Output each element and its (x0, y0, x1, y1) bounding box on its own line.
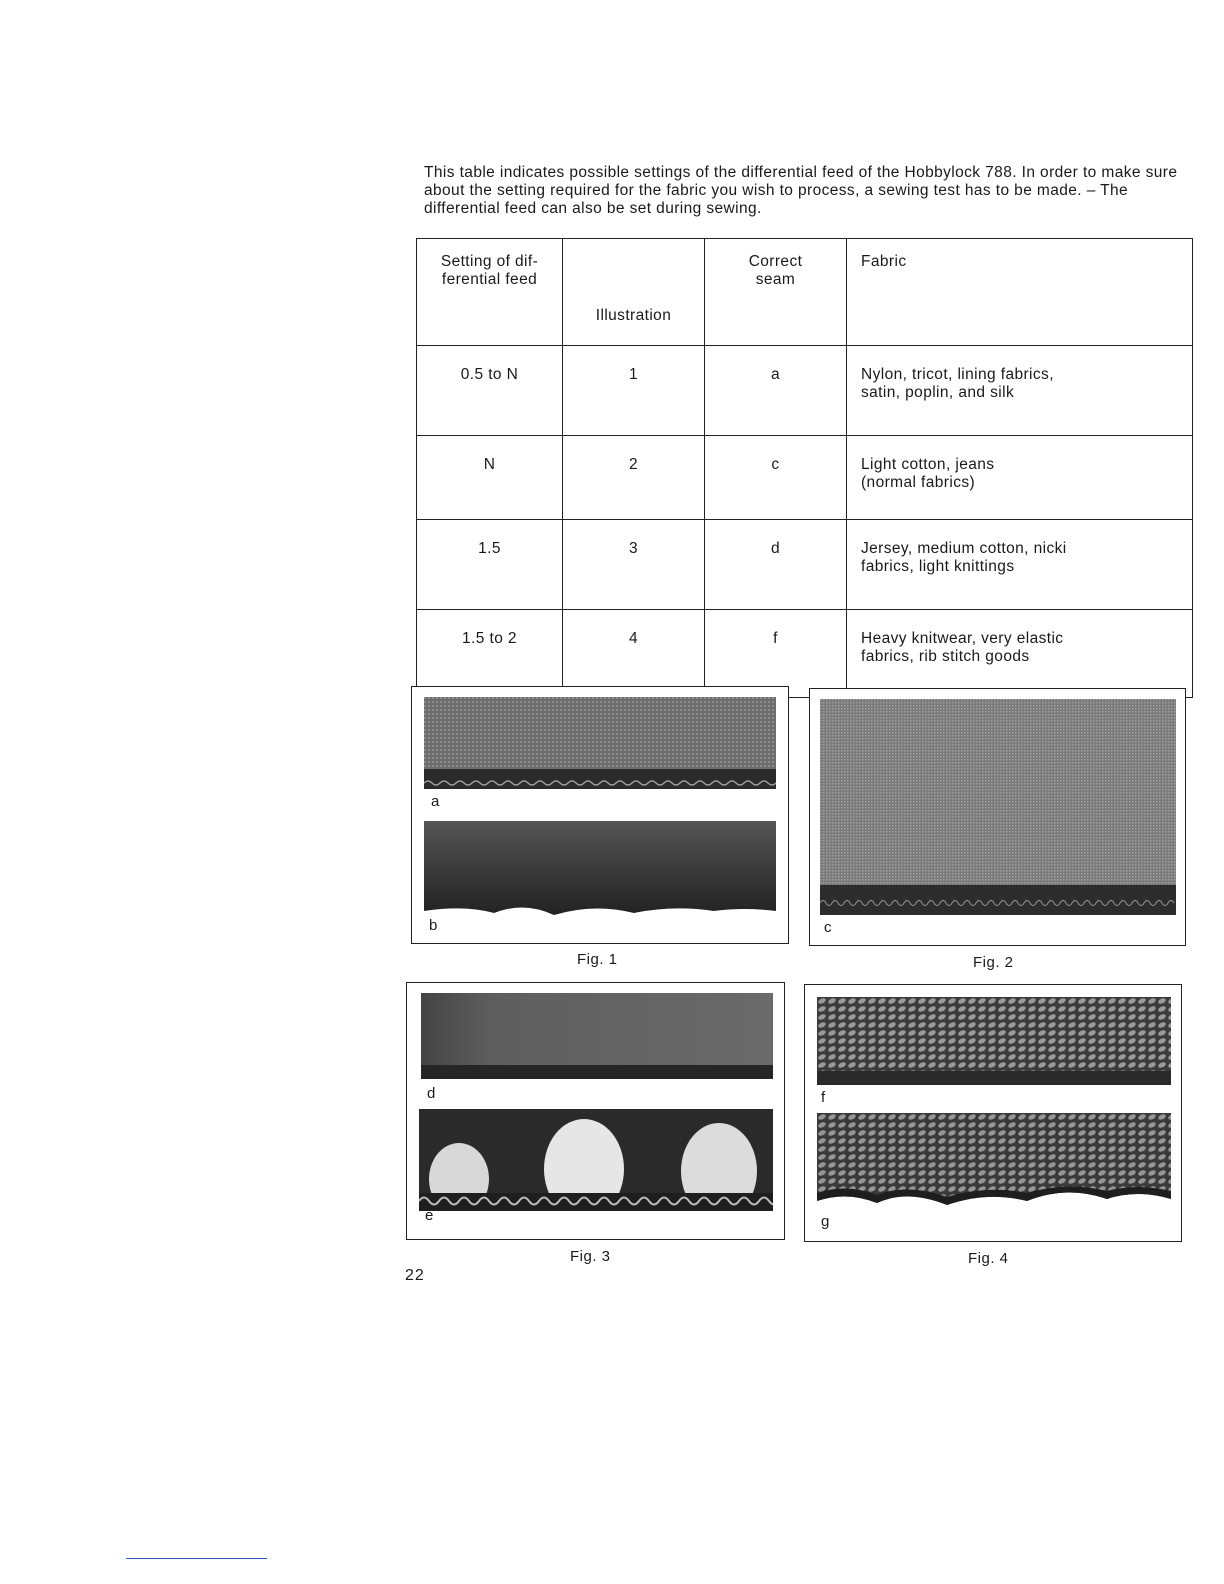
seam-sample-g-image (817, 1113, 1171, 1209)
figure-3-label-d: d (427, 1085, 436, 1102)
table-row (417, 436, 1193, 520)
figure-2-label-c: c (824, 919, 832, 936)
cell-setting: N (417, 436, 563, 520)
seam-sample-a-image (424, 697, 776, 789)
header-correct-seam: Correct seam (705, 239, 847, 346)
table-row (417, 610, 1193, 698)
figure-4-label-g: g (821, 1213, 830, 1230)
cell-fabric: Heavy knitwear, very elastic fabrics, rib stitch goods (847, 610, 1193, 698)
figure-4-frame (804, 984, 1182, 1242)
figure-1-caption: Fig. 1 (577, 951, 618, 968)
figure-4-caption: Fig. 4 (968, 1250, 1009, 1267)
seam-sample-d-image (421, 993, 773, 1079)
figure-4-label-f: f (821, 1089, 826, 1106)
page-number: 22 (405, 1267, 425, 1284)
cell-setting: 1.5 (417, 520, 563, 610)
cell-seam: c (705, 436, 847, 520)
intro-text: This table indicates possible settings of the differential feed of the Hobbylock 788. In order to make sure about the setting required for the fabric you wish to process, a sewing test has to be made. – The differential feed can also be set during sewing. (424, 164, 1178, 217)
cell-fabric: Nylon, tricot, lining fabrics, satin, poplin, and silk (847, 346, 1193, 436)
cell-illustration: 4 (563, 610, 705, 698)
cell-illustration: 1 (563, 346, 705, 436)
table-row (417, 520, 1193, 610)
cell-setting: 0.5 to N (417, 346, 563, 436)
figure-1-label-a: a (431, 793, 440, 810)
figure-1-label-b: b (429, 917, 438, 934)
cell-seam: a (705, 346, 847, 436)
table-row (417, 346, 1193, 436)
cell-setting: 1.5 to 2 (417, 610, 563, 698)
cell-seam: d (705, 520, 847, 610)
seam-sample-b-image (424, 821, 776, 917)
seam-sample-f-image (817, 997, 1171, 1085)
seam-sample-c-image (820, 699, 1176, 915)
seam-sample-e-image (419, 1109, 773, 1211)
cell-seam: f (705, 610, 847, 698)
footer-rule (126, 1558, 267, 1559)
cell-fabric: Jersey, medium cotton, nicki fabrics, light knittings (847, 520, 1193, 610)
table-header-row (417, 239, 1193, 346)
header-illustration: Illustration (563, 239, 705, 346)
figure-2-frame (809, 688, 1186, 946)
figure-2-caption: Fig. 2 (973, 954, 1014, 971)
cell-fabric: Light cotton, jeans (normal fabrics) (847, 436, 1193, 520)
header-setting: Setting of dif- ferential feed (417, 239, 563, 346)
figure-1-frame (411, 686, 789, 944)
differential-feed-table (416, 238, 1193, 698)
header-fabric: Fabric (847, 239, 1193, 346)
cell-illustration: 2 (563, 436, 705, 520)
figure-3-frame (406, 982, 785, 1240)
figure-3-caption: Fig. 3 (570, 1248, 611, 1265)
cell-illustration: 3 (563, 520, 705, 610)
figure-3-label-e: e (425, 1207, 434, 1224)
